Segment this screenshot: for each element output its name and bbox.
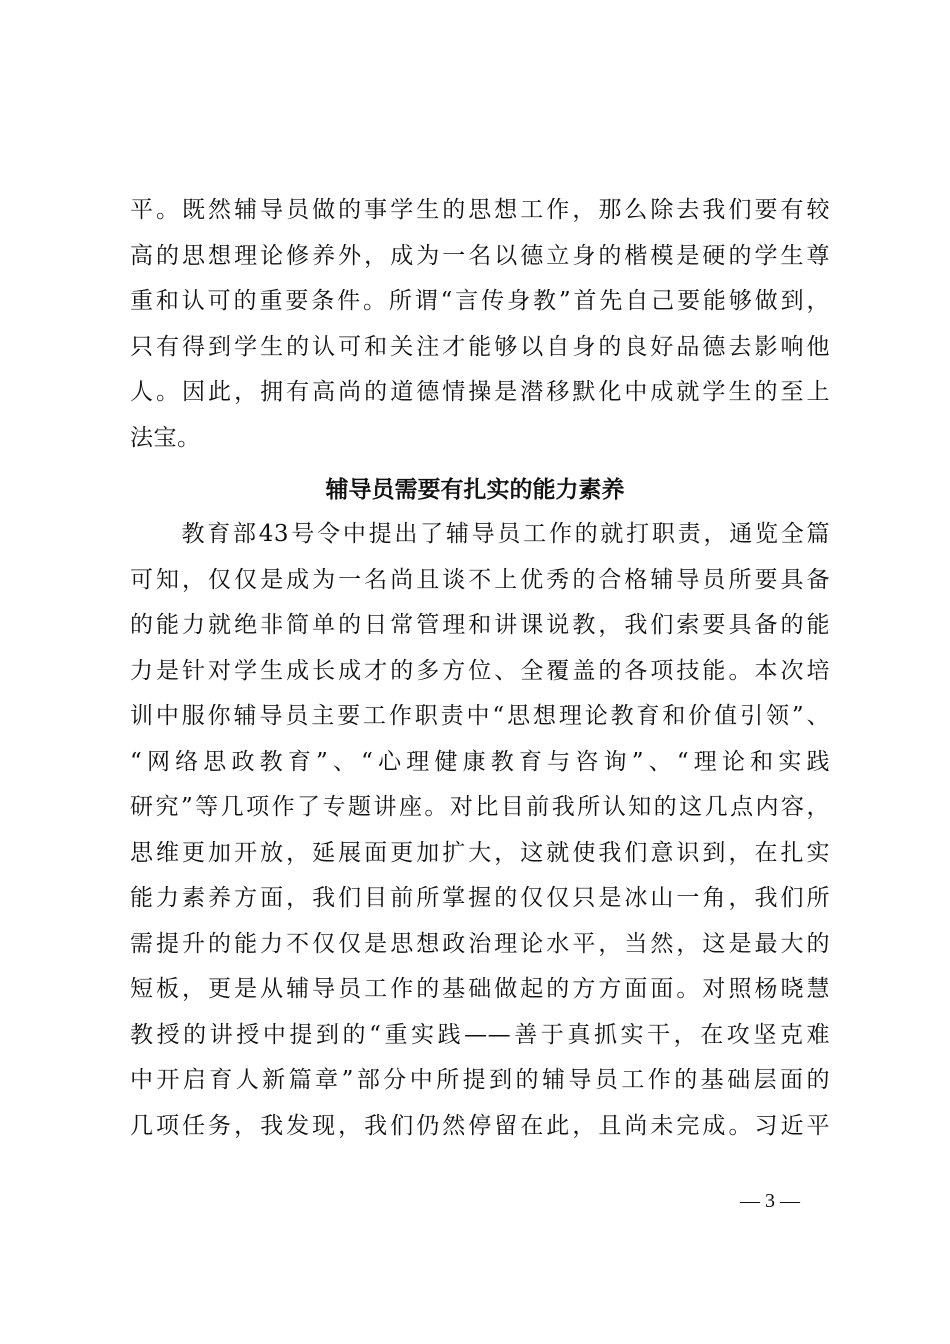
page-number: — 3 — xyxy=(740,1190,800,1212)
text-line: 高的思想理论修养外，成为一名以德立身的楷模是硬的学生尊 xyxy=(130,242,830,269)
text-line: 力是针对学生成长成才的多方位、全覆盖的各项技能。本次培 xyxy=(130,657,830,684)
text-line: 可知，仅仅是成为一名尚且谈不上优秀的合格辅导员所要具备 xyxy=(130,566,830,593)
text-line: 几项任务，我发现，我们仍然停留在此，且尚未完成。习近平 xyxy=(130,1112,830,1139)
text-line: 训中服你辅导员主要工作职责中“思想理论教育和价值引领”、 xyxy=(130,703,830,729)
text-line: 短板，更是从辅导员工作的基础做起的方方面面。对照杨晓慧 xyxy=(130,976,830,1002)
text-line: 人。因此，拥有高尚的道德情操是潜移默化中成就学生的至上 xyxy=(130,379,830,405)
section-heading: 辅导员需要有扎实的能力素养 xyxy=(325,476,625,503)
paragraph-1 xyxy=(130,188,830,461)
text-line: 只有得到学生的认可和关注才能够以自身的良好品德去影响他 xyxy=(130,333,830,360)
text-line: 教授的讲授中提到的“重实践——善于真抓实干，在攻坚克难 xyxy=(130,1021,830,1048)
text-line: 的能力就绝非简单的日常管理和讲课说教，我们索要具备的能 xyxy=(130,612,830,638)
text-line: 法宝。 xyxy=(130,424,201,451)
text-line: 教育部43号令中提出了辅导员工作的就打职责，通览全篇 xyxy=(130,521,830,547)
paragraph-2 xyxy=(130,512,830,1149)
text-line: 需提升的能力不仅仅是思想政治理论水平，当然，这是最大的 xyxy=(130,930,830,957)
text-line: 中开启育人新篇章”部分中所提到的辅导员工作的基础层面的 xyxy=(130,1067,830,1093)
text-line: 研究”等几项作了专题讲座。对比目前我所认知的这几点内容， xyxy=(130,794,830,820)
text-line: 平。既然辅导员做的事学生的思想工作，那么除去我们要有较 xyxy=(130,197,830,223)
text-line: 思维更加开放，延展面更加扩大，这就使我们意识到，在扎实 xyxy=(130,839,830,866)
text-line: “网络思政教育”、“心理健康教育与咨询”、“理论和实践 xyxy=(130,748,830,775)
text-line: 重和认可的重要条件。所谓“言传身教”首先自己要能够做到， xyxy=(130,288,830,314)
text-line: 能力素养方面，我们目前所掌握的仅仅只是冰山一角，我们所 xyxy=(130,885,830,911)
